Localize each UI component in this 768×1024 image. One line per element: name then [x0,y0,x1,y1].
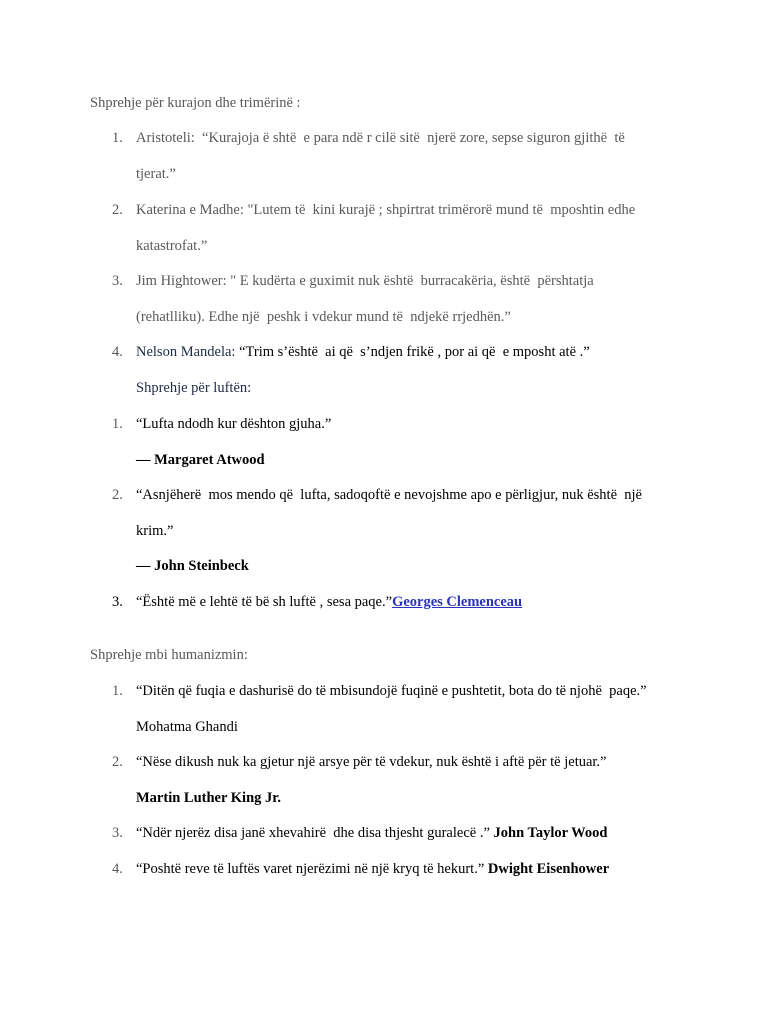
quote-steinbeck-line2: krim.” [136,523,174,539]
quote-aristotle-line2: tjerat.” [136,166,176,182]
quote-author: — John Steinbeck [136,558,249,574]
list-number: 2. [112,202,123,218]
quote-text: “Është më e lehtë të bë sh luftë , sesa paqe.” [136,594,393,610]
quote-wood [136,825,607,842]
list-number: 4. [112,861,123,877]
quote-hightower-line2: (rehatlliku). Edhe një peshk i vdekur mund të ndjekë rrjedhën.” [136,309,511,325]
section-heading-war: Shprehje për luftën: [136,380,252,396]
quote-catherine-line2: katastrofat.” [136,238,208,254]
list-number: 3. [112,825,123,841]
section-heading-humanism: Shprehje mbi humanizmin: [90,647,248,663]
quote-author: — Margaret Atwood [136,452,265,468]
quote-text: “Poshtë reve të luftës varet njerëzimi në një kryq të hekurt.” [136,861,488,877]
quote-clemenceau [136,594,522,611]
quote-author: Dwight Eisenhower [487,861,610,877]
quote-atwood: “Lufta ndodh kur dështon gjuha.” [136,416,332,432]
list-number: 3. [112,594,123,610]
list-number: 2. [112,487,123,503]
quote-aristotle-line1: Aristoteli: “Kurajoja ë shtë e para ndë r cilë sitë njerë zore, sepse siguron gjithë të [136,130,625,146]
author-link[interactable]: Georges Clemenceau [392,594,523,610]
quote-text: “Ndër njerëz disa janë xhevahirë dhe disa thjesht guralecë .” [136,825,494,841]
quote-eisenhower [136,861,609,878]
quote-mlk: “Nëse dikush nuk ka gjetur një arsye për të vdekur, nuk është i aftë për të jetuar.” [136,754,607,770]
quote-ghandi: “Ditën që fuqia e dashurisë do të mbisundojë fuqinë e pushtetit, bota do të njohë paqe.” [136,683,647,699]
list-number: 1. [112,130,123,146]
list-number: 4. [112,344,123,360]
list-number: 3. [112,273,123,289]
quote-author: John Taylor Wood [493,825,608,841]
quote-author: Mohatma Ghandi [136,719,238,735]
quote-author: Martin Luther King Jr. [136,790,282,806]
list-number: 1. [112,416,123,432]
list-number: 1. [112,683,123,699]
quote-author: Nelson Mandela: [136,344,236,360]
quote-text: “Trim s’është ai që s’ndjen frikë , por ai që e mposht atë .” [235,344,590,360]
list-number: 2. [112,754,123,770]
section-heading-courage: Shprehje për kurajon dhe trimërinë : [90,95,301,111]
quote-catherine-line1: Katerina e Madhe: "Lutem të kini kurajë ; shpirtrat trimërorë mund të mposhtin edhe [136,202,636,218]
quote-hightower-line1: Jim Hightower: " E kudërta e guximit nuk është burracakëria, është përshtatja [136,273,594,289]
quote-mandela [136,344,590,361]
quote-steinbeck-line1: “Asnjëherë mos mendo që lufta, sadoqoftë e nevojshme apo e përligjur, nuk është një [136,487,642,503]
